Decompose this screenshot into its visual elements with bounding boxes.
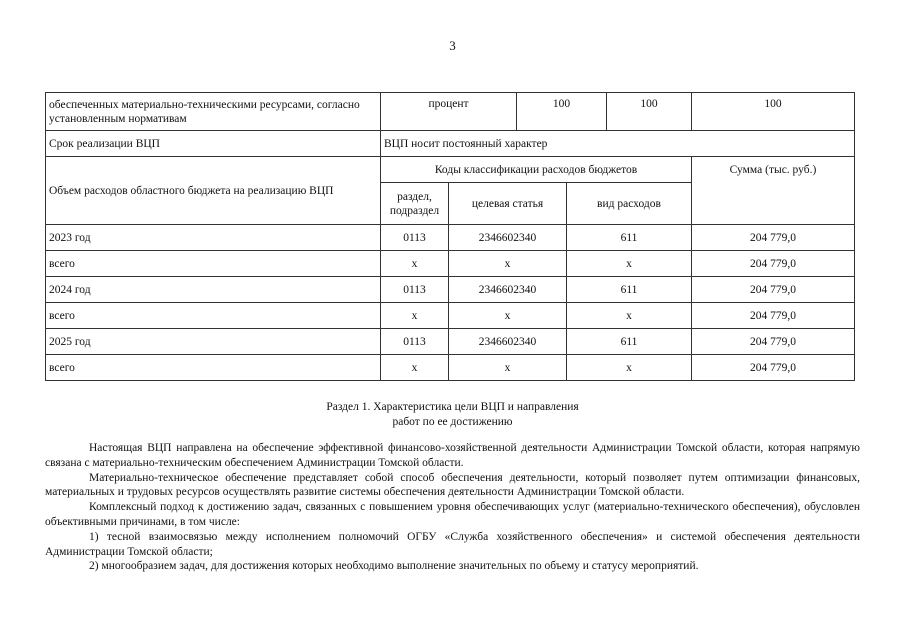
row-target: 2346602340 bbox=[449, 329, 567, 355]
section-title-line-2: работ по ее достижению bbox=[392, 416, 513, 428]
indicator-unit: процент bbox=[381, 93, 517, 131]
section-body bbox=[45, 441, 860, 574]
row-label: всего bbox=[46, 355, 381, 381]
row-kind: х bbox=[567, 303, 692, 329]
budget-label: Объем расходов областного бюджета на реализацию ВЦП bbox=[46, 157, 381, 225]
section-title-line-1: Раздел 1. Характеристика цели ВЦП и направления bbox=[326, 401, 579, 413]
page-number: 3 bbox=[449, 38, 456, 53]
row-target: 2346602340 bbox=[449, 277, 567, 303]
row-section: х bbox=[381, 251, 449, 277]
table-row bbox=[46, 251, 855, 277]
row-section: 0113 bbox=[381, 329, 449, 355]
row-section: х bbox=[381, 303, 449, 329]
table-row bbox=[46, 329, 855, 355]
paragraph: Материально-техническое обеспечение представляет собой способ обеспечения деятельности, который позволяет путем оптимизации финансовых, материальных и трудовых ресурсов осуществлять развитие системы обеспечения деятельности Администрации Томской области. bbox=[45, 471, 860, 499]
row-label: 2024 год bbox=[46, 277, 381, 303]
row-label: всего bbox=[46, 251, 381, 277]
row-kind: 611 bbox=[567, 225, 692, 251]
table-row bbox=[46, 131, 855, 157]
col-kind-header: вид расходов bbox=[567, 183, 692, 225]
row-target: х bbox=[449, 251, 567, 277]
row-sum: 204 779,0 bbox=[692, 225, 855, 251]
term-label: Срок реализации ВЦП bbox=[46, 131, 381, 157]
table-row bbox=[46, 157, 855, 183]
row-target: 2346602340 bbox=[449, 225, 567, 251]
row-label: всего bbox=[46, 303, 381, 329]
row-label: 2023 год bbox=[46, 225, 381, 251]
row-kind: 611 bbox=[567, 277, 692, 303]
table-row bbox=[46, 355, 855, 381]
row-kind: х bbox=[567, 251, 692, 277]
table-row bbox=[46, 303, 855, 329]
row-section: х bbox=[381, 355, 449, 381]
indicator-label: обеспеченных материально-техническими ресурсами, согласно установленным нормативам bbox=[46, 93, 381, 131]
codes-header: Коды классификации расходов бюджетов bbox=[381, 157, 692, 183]
indicator-value-2: 100 bbox=[607, 93, 692, 131]
row-sum: 204 779,0 bbox=[692, 277, 855, 303]
table-row bbox=[46, 225, 855, 251]
row-section: 0113 bbox=[381, 225, 449, 251]
indicator-value-3: 100 bbox=[692, 93, 855, 131]
row-sum: 204 779,0 bbox=[692, 303, 855, 329]
paragraph: 1) тесной взаимосвязью между исполнением полномочий ОГБУ «Служба хозяйственного обеспечения» и системой обеспечения деятельности Администрации Томской области; bbox=[45, 530, 860, 558]
program-table bbox=[45, 92, 855, 381]
paragraph: Комплексный подход к достижению задач, связанных с повышением уровня обеспечивающих услуг (материально-технического обеспечения), обусловлен объективными причинами, в том числе: bbox=[45, 501, 860, 528]
row-sum: 204 779,0 bbox=[692, 251, 855, 277]
col-section-header: раздел, подраздел bbox=[381, 183, 449, 225]
table-row bbox=[46, 277, 855, 303]
col-target-header: целевая статья bbox=[449, 183, 567, 225]
row-section: 0113 bbox=[381, 277, 449, 303]
row-target: х bbox=[449, 303, 567, 329]
indicator-value-1: 100 bbox=[517, 93, 607, 131]
paragraph: 2) многообразием задач, для достижения которых необходимо выполнение значительных по объему и статусу мероприятий. bbox=[89, 560, 699, 573]
paragraph: Настоящая ВЦП направлена на обеспечение эффективной финансово-хозяйственной деятельности Администрации Томской области, которая напрямую связана с материально-техническим обеспечением Администрации Томской области. bbox=[45, 442, 860, 469]
row-sum: 204 779,0 bbox=[692, 329, 855, 355]
row-kind: х bbox=[567, 355, 692, 381]
row-target: х bbox=[449, 355, 567, 381]
sum-header: Сумма (тыс. руб.) bbox=[692, 157, 855, 225]
row-label: 2025 год bbox=[46, 329, 381, 355]
table-row bbox=[46, 93, 855, 131]
row-kind: 611 bbox=[567, 329, 692, 355]
row-sum: 204 779,0 bbox=[692, 355, 855, 381]
section-title bbox=[0, 400, 905, 430]
term-value: ВЦП носит постоянный характер bbox=[381, 131, 855, 157]
